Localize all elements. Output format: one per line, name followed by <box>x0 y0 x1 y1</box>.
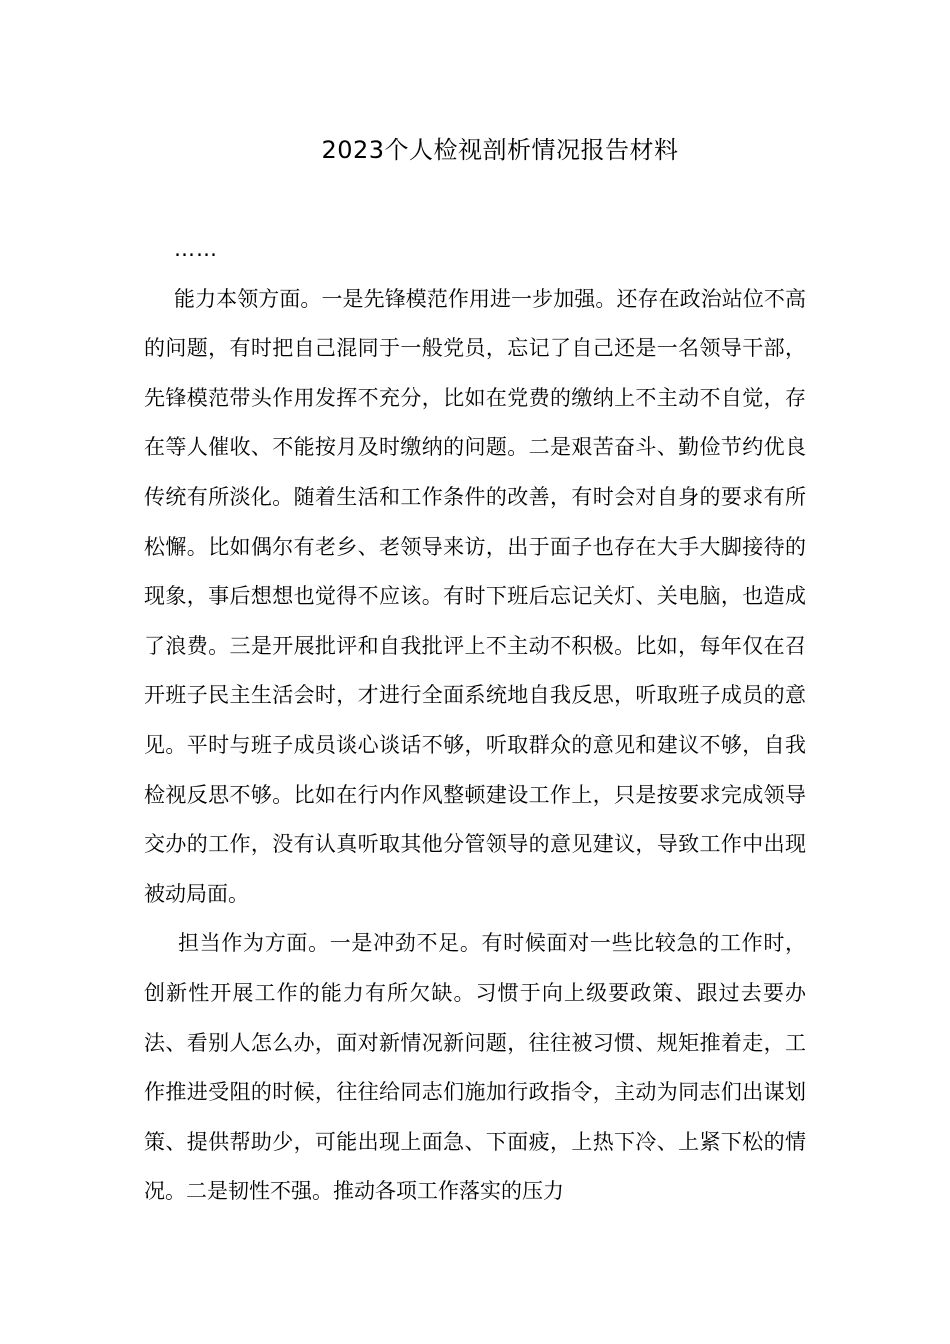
document-body <box>144 225 806 1217</box>
ellipsis-line: …… <box>174 237 218 261</box>
paragraph-ability: 能力本领方面。一是先锋模范作用进一步加强。还存在政治站位不高的问题，有时把自己混同于一般党员，忘记了自己还是一名领导干部，先锋模范带头作用发挥不充分，比如在党费的缴纳上不主动不自觉，存在等人催收、不能按月及时缴纳的问题。二是艰苦奋斗、勤俭节约优良传统有所淡化。随着生活和工作条件的改善，有时会对自身的要求有所松懈。比如偶尔有老乡、老领导来访，出于面子也存在大手大脚接待的现象，事后想想也觉得不应该。有时下班后忘记关灯、关电脑，也造成了浪费。三是开展批评和自我批评上不主动不积极。比如，每年仅在召开班子民主生活会时，才进行全面系统地自我反思，听取班子成员的意见。平时与班子成员谈心谈话不够，听取群众的意见和建议不够，自我检视反思不够。比如在行内作风整顿建设工作上，只是按要求完成领导交办的工作，没有认真听取其他分管领导的意见建议，导致工作中出现被动局面。 <box>144 286 806 906</box>
document-title: 2023个人检视剖析情况报告材料 <box>321 136 679 164</box>
paragraph-responsibility: 担当作为方面。一是冲劲不足。有时候面对一些比较急的工作时，创新性开展工作的能力有所欠缺。习惯于向上级要政策、跟过去要办法、看别人怎么办，面对新情况新问题，往往被习惯、规矩推着走，工作推进受阻的时候，往往给同志们施加行政指令，主动为同志们出谋划策、提供帮助少，可能出现上面急、下面疲，上热下冷、上紧下松的情况。二是韧性不强。推动各项工作落实的压力 <box>144 931 806 1204</box>
